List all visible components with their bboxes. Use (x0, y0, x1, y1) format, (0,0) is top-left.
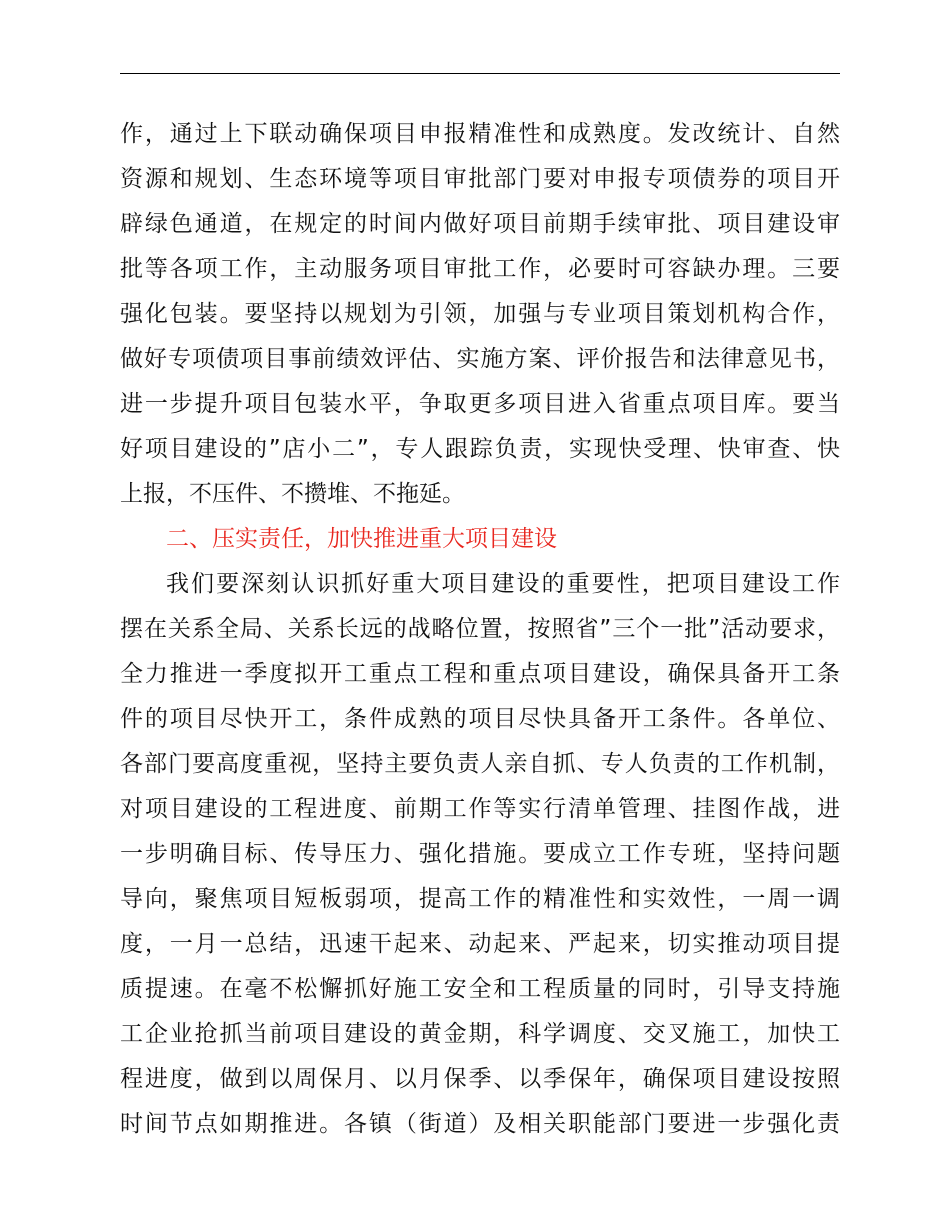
text-line: 各部门要高度重视，坚持主要负责人亲自抓、专人负责的工作机制， (120, 751, 840, 777)
text-line: 全力推进一季度拟开工重点工程和重点项目建设，确保具备开工条 (120, 661, 840, 687)
text-line: 强化包装。要坚持以规划为引领，加强与专业项目策划机构合作， (120, 301, 840, 327)
text-line: 程进度，做到以周保月、以月保季、以季保年，确保项目建设按照 (120, 1066, 840, 1092)
text-line: 辟绿色通道，在规定的时间内做好项目前期手续审批、项目建设审 (120, 211, 840, 237)
text-line: 做好专项债项目事前绩效评估、实施方案、评价报告和法律意见书， (120, 346, 840, 372)
text-line: 进一步提升项目包装水平，争取更多项目进入省重点项目库。要当 (120, 391, 840, 417)
text-line: 我们要深刻认识抓好重大项目建设的重要性，把项目建设工作 (166, 571, 840, 597)
document-body (120, 112, 840, 1147)
text-line: 度，一月一总结，迅速干起来、动起来、严起来，切实推动项目提 (120, 931, 840, 957)
section-heading: 二、压实责任，加快推进重大项目建设 (166, 526, 557, 552)
text-line: 作，通过上下联动确保项目申报精准性和成熟度。发改统计、自然 (120, 121, 840, 147)
header-rule (120, 73, 840, 74)
paragraph-2 (120, 562, 840, 1147)
text-line: 质提速。在毫不松懈抓好施工安全和工程质量的同时，引导支持施 (120, 976, 840, 1002)
text-line: 件的项目尽快开工，条件成熟的项目尽快具备开工条件。各单位、 (120, 706, 840, 732)
text-line: 上报，不压件、不攒堆、不拖延。 (120, 481, 465, 507)
text-line: 好项目建设的”店小二”，专人跟踪负责，实现快受理、快审查、快 (120, 436, 840, 462)
text-line: 导向，聚焦项目短板弱项，提高工作的精准性和实效性，一周一调 (120, 886, 840, 912)
text-line: 工企业抢抓当前项目建设的黄金期，科学调度、交叉施工，加快工 (120, 1021, 840, 1047)
text-line: 摆在关系全局、关系长远的战略位置，按照省”三个一批”活动要求， (120, 616, 840, 642)
text-line: 资源和规划、生态环境等项目审批部门要对申报专项债券的项目开 (120, 166, 840, 192)
paragraph-1 (120, 112, 840, 517)
text-line: 时间节点如期推进。各镇（街道）及相关职能部门要进一步强化责 (120, 1111, 840, 1137)
text-line: 批等各项工作，主动服务项目审批工作，必要时可容缺办理。三要 (120, 256, 840, 282)
text-line: 一步明确目标、传导压力、强化措施。要成立工作专班，坚持问题 (120, 841, 840, 867)
text-line: 对项目建设的工程进度、前期工作等实行清单管理、挂图作战，进 (120, 796, 840, 822)
